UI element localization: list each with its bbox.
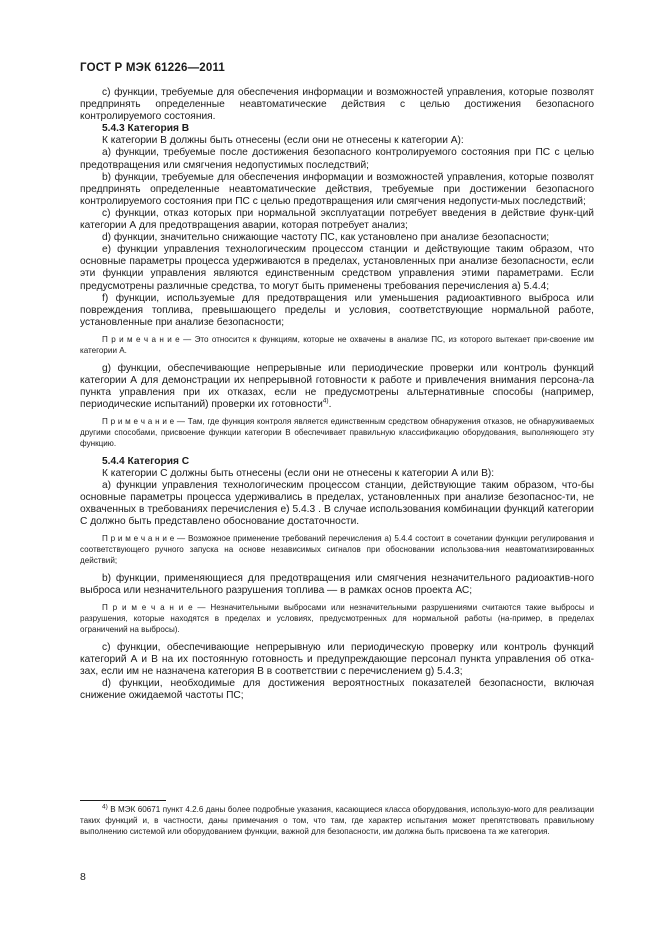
list-item: d) функции, значительно снижающие частоту ПС, как установлено при анализе безопасности;	[102, 232, 550, 244]
list-item: b) функции, применяющиеся для предотвращения или смягчения незначительного радиоактив-ного выброса или незначительного разрушения топлива — в рамках основ проекта АС;	[80, 573, 594, 597]
note-text: — Там, где функция контроля является единственным средством обнаружения отказов, не обнаруживаемых другими способами, присвоение функции категории В обеспечивает правильную классификацию оборудования, выполняющего эту функцию.	[80, 417, 595, 448]
footnote-text: В МЭК 60671 пункт 4.2.6 даны более подробные указания, касающиеся класса оборудования, использую-мого для реализации таких функций и, в частности, даны примечания о том, что там, где характер испытания может препятствовать правильному выполнению системой или оборудованием функции, важной для безопасности, им должна быть присвоена та же категория.	[80, 805, 594, 836]
note-label: П р и м е ч а н и е	[102, 534, 175, 544]
note	[80, 534, 594, 567]
list-item: c) функции, обеспечивающие непрерывную или периодическую проверку или контроль функций категорий А и В на их постоянную готовность и предупреждающие персонал пункта управления об отка-зах, если им не назначена категория В в соответствии с перечислением g) 5.4.3;	[80, 641, 594, 678]
footnote-ref: 4)	[322, 397, 329, 405]
list-item: b) функции, требуемые для обеспечения информации и возможностей управления, которые позволят предпринять определенные неавтоматические действия, требуемые при достижении безопасного контролируемого состояния при ПС с целью предотвращения или смягчения недопусти-мых последствий;	[80, 171, 594, 207]
paragraph: К категории С должны быть отнесены (если они не отнесены к категории А или В):	[102, 467, 495, 479]
footnote	[80, 805, 594, 838]
note-text: — Возможное применение требований перечисления а) 5.4.4 состоит в сочетании функции регулирования и соответствующего ручного запуска на основе независимых сигналов при обосновании использова-ния неавтоматизированных действий;	[80, 534, 595, 566]
list-item: a) функции, требуемые после достижения безопасного контролируемого состояния при ПС с целью предотвращения или смягчения недопустимых последствий;	[80, 147, 594, 171]
section-heading-5-4-3: 5.4.3 Категория В	[102, 123, 190, 135]
list-item: c) функции, отказ которых при нормальной эксплуатации потребует введения в действие функ-ций категории А для предотвращения аварии, которая потребует анализ;	[80, 207, 594, 232]
paragraph: К категории В должны быть отнесены (если они не отнесены к категории А):	[102, 135, 464, 147]
page-header: ГОСТ Р МЭК 61226—2011	[80, 62, 226, 74]
note-label: П р и м е ч а н и е	[102, 417, 175, 427]
note-label: П р и м е ч а н и е	[102, 334, 180, 344]
footnote-marker: 4)	[102, 803, 108, 811]
note	[80, 417, 594, 450]
paragraph: c) функции, требуемые для обеспечения информации и возможностей управления, которые позволят предпринять определенные неавтоматические действия с целью достижения безопасного контролируемого состояния.	[80, 87, 594, 123]
note-text: — Незначительными выбросами или незначительными разрушениями считаются такие выбросы и разрушения, которые находятся в пределах и условиях, предусмотренных для нормальной работы (на-пример, в пределах ограничений на выбросы).	[80, 603, 595, 635]
list-item: e) функции управления технологическим процессом станции и действующие таким образом, что основные параметры процесса удерживаются в пределах, установленных при анализе безопасности, если эти функции управления являются единственным средством управления этими параметрами. Если предусмотрены различные средства, то могут быть применены требования перечисления а) 5.4.4;	[80, 244, 594, 292]
footnote-divider	[80, 800, 166, 801]
list-item: g) функции, обеспечивающие непрерывные или периодические проверки или контроль функций категории А для демонстрации их непрерывной готовности к работе и привлечения внимания персона-ла пункта управления при их отказах, если не предусмотрены альтернативные способы (например, периодические испытаний) проверки их готовности$^{4)}$.	[80, 362, 594, 410]
page-number: 8	[80, 871, 86, 883]
list-item: d) функции, необходимые для достижения вероятностных показателей безопасности, включая снижение ожидаемой частоты ПС;	[80, 678, 594, 702]
main-text	[80, 87, 594, 702]
note-text: — Это относится к функциям, которые не охвачены в анализе ПС, из которого вытекает при-своение им категории А.	[80, 334, 595, 355]
list-item: a) функции управления технологическим процессом станции, действующие таким образом, что-бы основные параметры процесса удерживались в пределах, установленных при анализе безопаснос-ти, не охваченных в требованиях перечисления е) 5.4.3 . В случае использования комбинации функций категории С должно быть представлено обоснование достаточности.	[80, 479, 594, 528]
section-heading-5-4-4: 5.4.4 Категория С	[102, 455, 190, 467]
note	[80, 335, 594, 357]
note	[80, 603, 594, 636]
list-item-text: g) функции, обеспечивающие непрерывные или периодические проверки или контроль функций категории А для демонстрации их непрерывной готовности к работе и привлечения внимания персона-ла пункта управления при их отказах, если не предусмотрены альтернативные способы (например, периодические испытаний) проверки их готовности	[80, 362, 594, 410]
list-item: f) функции, используемые для предотвращения или уменьшения радиоактивного выброса или повреждения топлива, превышающего пределы и условия, соответствующие нормальной работе, установленные при анализе безопасности;	[80, 292, 594, 328]
note-label: П р и м е ч а н и е	[102, 603, 193, 613]
